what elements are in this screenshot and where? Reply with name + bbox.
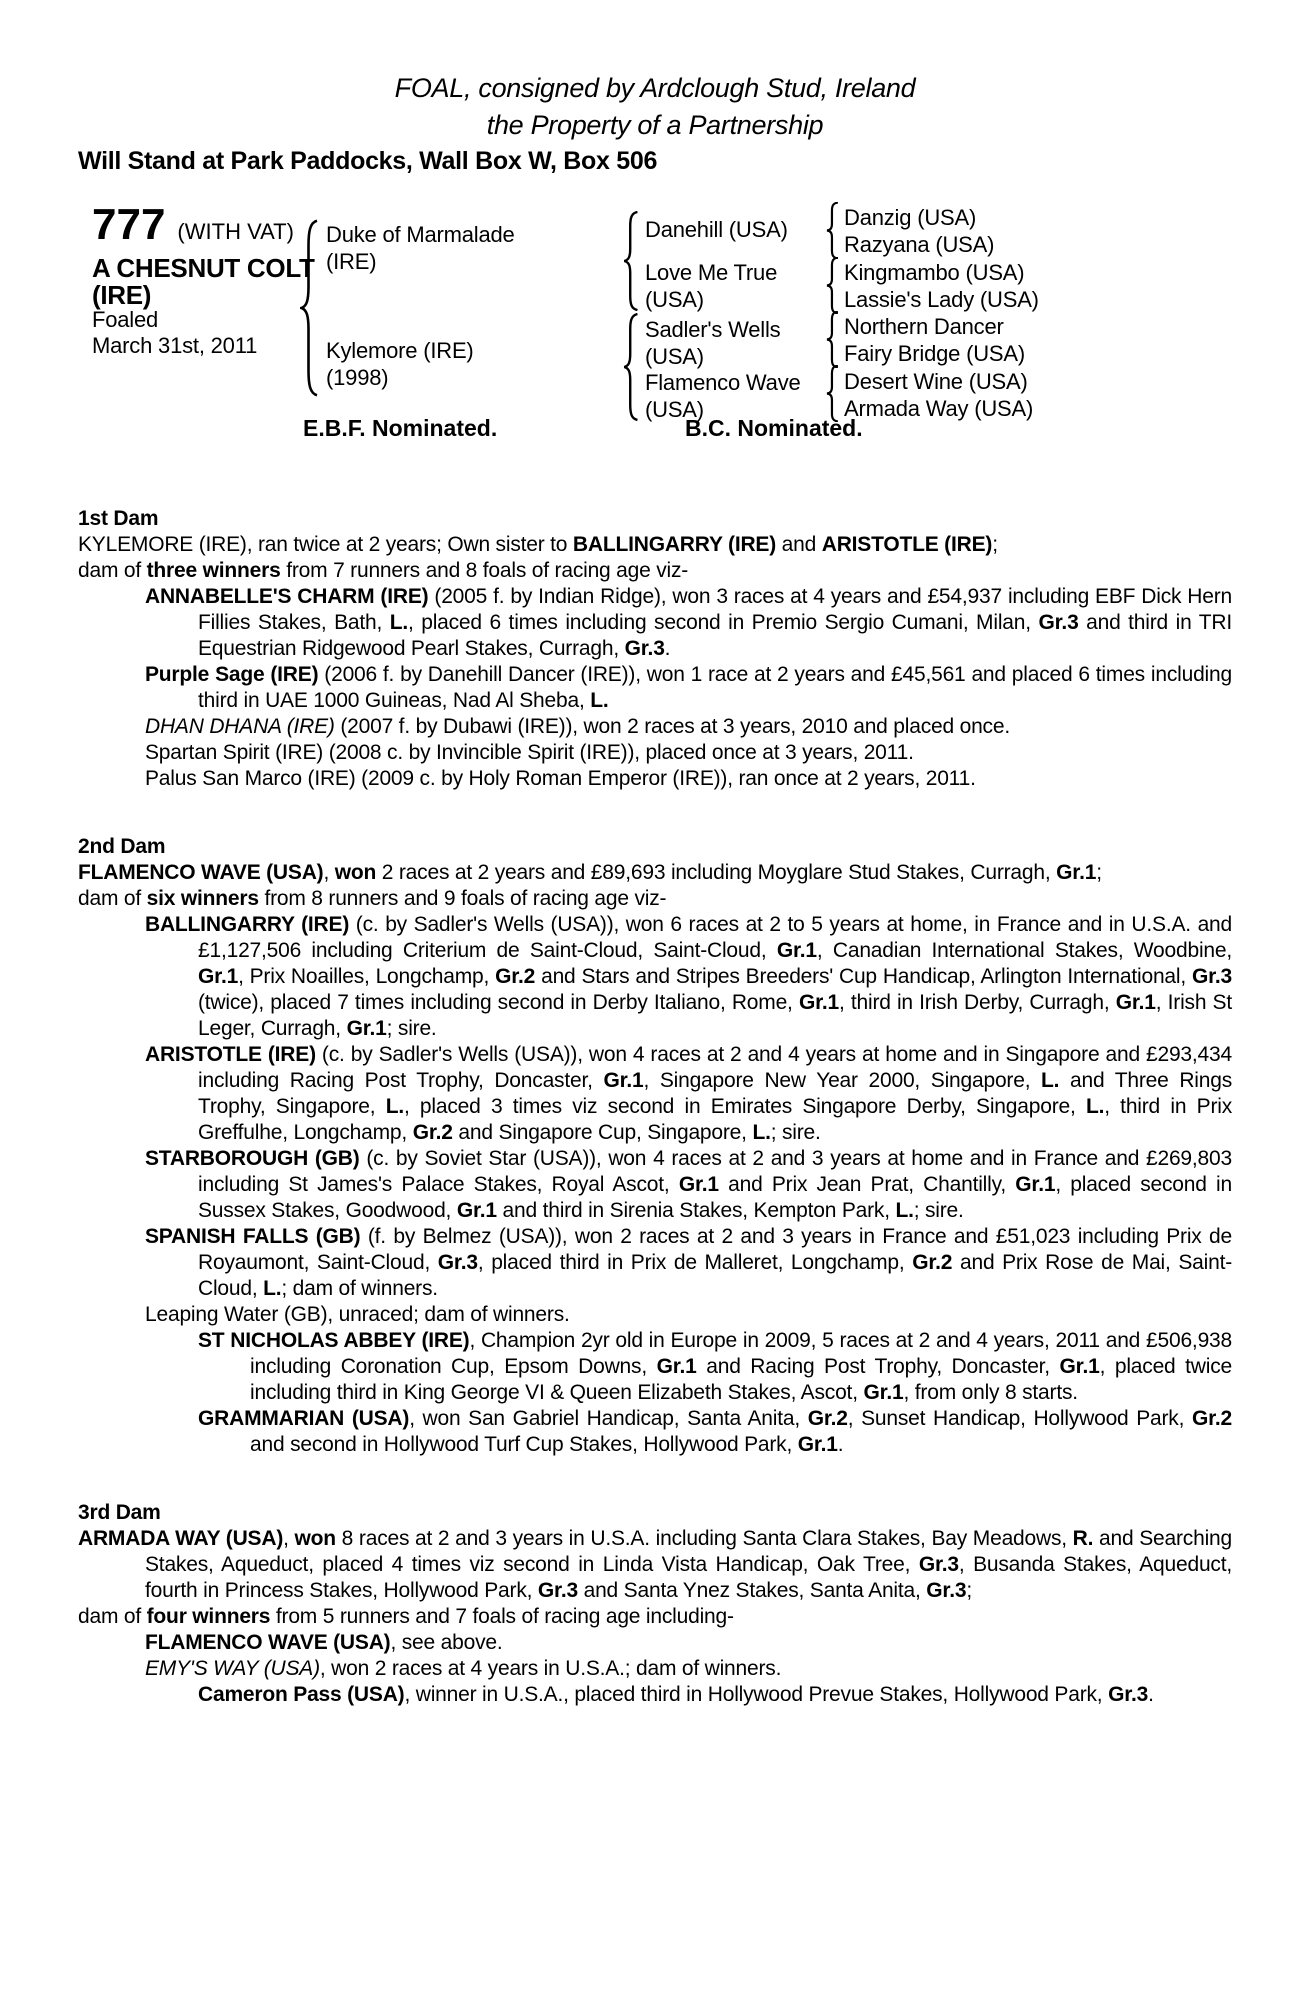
text-segment: . xyxy=(837,1433,844,1456)
pedigree-brace-gen3-top xyxy=(623,211,640,311)
text-segment: BALLINGARRY (IRE) xyxy=(572,533,777,556)
pedigree-paragraph xyxy=(78,886,1232,912)
pedigree-paragraph xyxy=(78,558,1232,584)
text-segment: ARISTOTLE (IRE) xyxy=(821,533,993,556)
text-segment: ; xyxy=(966,1579,972,1602)
text-segment: , placed 6 times including second in Premio Sergio Cumani, Milan, xyxy=(407,611,1039,634)
text-segment: Gr.1 xyxy=(1056,861,1097,884)
pedigree-paragraph xyxy=(78,1604,1232,1630)
text-segment: L. xyxy=(590,689,609,712)
text-segment: (2005 f. by Indian Ridge), won 3 races at 4 years and £54,937 including EBF Dick Hern Fillies Stakes, Bath, xyxy=(198,585,1232,634)
dam-year: (1998) xyxy=(326,365,389,390)
pedigree-paragraph xyxy=(78,662,1232,714)
text-segment: Gr.2 xyxy=(807,1407,848,1430)
text-segment: L. xyxy=(385,1095,404,1118)
text-segment: , Canadian International Stakes, Woodbine, xyxy=(816,939,1233,962)
foaled-label: Foaled xyxy=(92,307,159,332)
text-segment: Palus San Marco (IRE) (2009 c. by Holy Roman Emperor (IRE)), ran once at 2 years, 2011. xyxy=(145,767,976,790)
text-segment: Gr.1 xyxy=(678,1173,719,1196)
text-segment: Purple Sage (IRE) xyxy=(145,663,319,686)
text-segment: ; xyxy=(1096,861,1102,884)
pedigree-paragraph xyxy=(78,740,1232,766)
text-segment: L. xyxy=(1085,1095,1105,1118)
text-segment: Gr.3 xyxy=(918,1553,959,1576)
text-segment: and second in Hollywood Turf Cup Stakes, Hollywood Park, xyxy=(250,1433,798,1456)
text-segment: Leaping Water (GB), unraced; dam of winners. xyxy=(145,1303,570,1326)
text-segment: R. xyxy=(1072,1527,1094,1550)
section-heading: 1st Dam xyxy=(78,507,159,530)
vat-note: (WITH VAT) xyxy=(177,219,294,244)
lot-row xyxy=(92,200,294,249)
dam-block xyxy=(326,337,474,391)
text-segment: won xyxy=(334,861,377,884)
pedigree-brace-gen4-3 xyxy=(826,311,840,368)
text-segment: Gr.3 xyxy=(926,1579,967,1602)
gen4-name: Armada Way (USA) xyxy=(844,396,1034,422)
text-segment: from 8 runners and 9 foals of racing age viz- xyxy=(258,887,667,910)
pedigree-brace-gen4-2 xyxy=(826,257,840,314)
pedigree-paragraph xyxy=(78,532,1232,558)
text-segment: and third in TRI Equestrian Ridgewood Pearl Stakes, Curragh, xyxy=(198,611,1233,660)
text-segment: FLAMENCO WAVE (USA) xyxy=(145,1631,391,1654)
pedigree-paragraph xyxy=(78,714,1232,740)
text-segment: dam of xyxy=(78,559,147,582)
pedigree-paragraph xyxy=(78,1328,1232,1406)
text-segment: ; dam of winners. xyxy=(281,1277,438,1300)
text-segment: L. xyxy=(263,1277,282,1300)
text-segment: dam of xyxy=(78,1605,147,1628)
text-segment: Gr.1 xyxy=(798,991,839,1014)
pedigree-paragraph xyxy=(78,1146,1232,1224)
dam-section xyxy=(78,1500,1232,1708)
text-segment: (2007 f. by Dubawi (IRE)), won 2 races at 3 years, 2010 and placed once. xyxy=(334,715,1010,738)
text-segment: Gr.3 xyxy=(624,637,665,660)
gen4-name: Danzig (USA) xyxy=(844,205,977,230)
text-segment: Gr.1 xyxy=(863,1381,904,1404)
text-segment: ; sire. xyxy=(913,1199,964,1222)
text-segment: KYLEMORE (IRE), ran twice at 2 years; Own sister to xyxy=(78,533,573,556)
pedigree-brace-gen4-4 xyxy=(826,365,840,422)
text-segment: from 5 runners and 7 foals of racing age including- xyxy=(270,1605,734,1628)
sire-name: Duke of Marmalade xyxy=(326,222,515,247)
text-segment: three winners xyxy=(146,559,281,582)
pedigree-paragraph xyxy=(78,1526,1232,1604)
dam-dam: Flamenco Wave (USA) xyxy=(645,370,801,422)
pedigree-brace-gen2 xyxy=(300,219,320,397)
text-segment: six winners xyxy=(146,887,259,910)
ebf-nominated: E.B.F. Nominated. xyxy=(303,415,498,441)
text-segment: , Singapore New Year 2000, Singapore, xyxy=(643,1069,1042,1092)
text-segment: , xyxy=(323,861,335,884)
text-segment: and Prix Rose de Mai, Saint-Cloud, xyxy=(198,1251,1233,1300)
text-segment: SPANISH FALLS (GB) xyxy=(145,1225,361,1248)
text-segment: ; xyxy=(992,533,998,556)
text-segment: DHAN DHANA (IRE) xyxy=(145,715,335,738)
lot-number: 777 xyxy=(92,200,166,249)
text-segment: Spartan Spirit (IRE) (2008 c. by Invincible Spirit (IRE)), placed once at 3 years, 2011. xyxy=(145,741,914,764)
gen4-column xyxy=(844,204,1039,422)
text-segment: Gr.1 xyxy=(1115,991,1156,1014)
page-header xyxy=(78,70,1232,144)
text-segment: (twice), placed 7 times including second in Derby Italiano, Rome, xyxy=(198,991,799,1014)
section-heading: 3rd Dam xyxy=(78,1501,161,1524)
text-segment: and third in Sirenia Stakes, Kempton Park, xyxy=(496,1199,896,1222)
text-segment: Gr.2 xyxy=(1191,1407,1233,1430)
text-segment: Gr.3 xyxy=(437,1251,478,1274)
horse-name-line2: (IRE) xyxy=(92,280,152,310)
text-segment: Gr.1 xyxy=(456,1199,497,1222)
text-segment: (c. by Soviet Star (USA)), won 4 races at 2 and 3 years at home and in France and £269,803 including St James's Palace Stakes, Royal Ascot, xyxy=(198,1147,1232,1196)
text-segment: dam of xyxy=(78,887,147,910)
text-segment: Gr.1 xyxy=(346,1017,387,1040)
gen4-name: Desert Wine (USA) xyxy=(844,368,1028,394)
text-segment: GRAMMARIAN (USA) xyxy=(198,1407,410,1430)
text-segment: , placed third in Prix de Malleret, Longchamp, xyxy=(477,1251,913,1274)
text-segment: Gr.1 xyxy=(1015,1173,1056,1196)
text-segment: Gr.1 xyxy=(198,965,239,988)
text-segment: ; sire. xyxy=(770,1121,821,1144)
text-segment: Gr.2 xyxy=(412,1121,453,1144)
gen4-name: Lassie's Lady (USA) xyxy=(844,286,1039,312)
text-segment: ARISTOTLE (IRE) xyxy=(145,1043,316,1066)
text-segment: Gr.1 xyxy=(603,1069,644,1092)
pedigree-paragraph xyxy=(78,1630,1232,1656)
text-segment: . xyxy=(664,637,671,660)
pedigree-paragraph xyxy=(78,912,1232,1042)
text-segment: from 7 runners and 8 foals of racing age viz- xyxy=(280,559,689,582)
text-segment: ST NICHOLAS ABBEY (IRE) xyxy=(198,1329,470,1352)
dam-sire: Sadler's Wells (USA) xyxy=(645,317,781,369)
text-segment: 2 races at 2 years and £89,693 including Moyglare Stud Stakes, Curragh, xyxy=(376,861,1057,884)
pedigree-paragraph xyxy=(78,1224,1232,1302)
sire-suffix: (IRE) xyxy=(326,249,377,274)
text-segment: Gr.1 xyxy=(797,1433,838,1456)
section-heading: 2nd Dam xyxy=(78,835,166,858)
text-segment: (f. by Belmez (USA)), won 2 races at 2 and 3 years in France and £51,023 including Prix de Royaumont, Saint-Cloud, xyxy=(198,1225,1232,1274)
text-segment: , Champion 2yr old in Europe in 2009, 5 races at 2 and 4 years, 2011 and £506,938 including Coronation Cup, Epsom Downs, xyxy=(250,1329,1233,1378)
foaled-date: March 31st, 2011 xyxy=(92,333,258,358)
text-segment: , Irish St Leger, Curragh, xyxy=(198,991,1232,1040)
pedigree-paragraph xyxy=(78,1682,1232,1708)
dam-section xyxy=(78,834,1232,1458)
gen4-name: Northern Dancer xyxy=(844,314,1004,340)
text-segment: , Sunset Handicap, Hollywood Park, xyxy=(847,1407,1192,1430)
sections xyxy=(78,506,1232,1708)
text-segment: , won 2 races at 4 years in U.S.A.; dam of winners. xyxy=(319,1657,782,1680)
text-segment: four winners xyxy=(146,1605,271,1628)
bc-nominated: B.C. Nominated. xyxy=(685,415,863,441)
text-segment: , third in Irish Derby, Curragh, xyxy=(839,991,1116,1014)
text-segment: , see above. xyxy=(390,1631,503,1654)
text-segment: (c. by Sadler's Wells (USA)), won 4 races at 2 and 4 years at home and in Singapore and £293,434 including Racing Post Trophy, Doncaster, xyxy=(198,1043,1232,1092)
text-segment: L. xyxy=(895,1199,914,1222)
sire-sire: Danehill (USA) xyxy=(645,217,788,242)
text-segment: Gr.1 xyxy=(656,1355,697,1378)
property-line: the Property of a Partnership xyxy=(486,110,824,140)
text-segment: and xyxy=(776,533,822,556)
text-segment: (c. by Sadler's Wells (USA)), won 6 races at 2 to 5 years at home, in France and in U.S.A. and £1,127,506 including Criterium de Saint-Cloud, Saint-Cloud, xyxy=(198,913,1233,962)
pedigree-paragraph xyxy=(78,1656,1232,1682)
text-segment: Gr.1 xyxy=(1059,1355,1100,1378)
text-segment: and Stars and Stripes Breeders' Cup Handicap, Arlington International, xyxy=(535,965,1192,988)
text-segment: and Santa Ynez Stakes, Santa Anita, xyxy=(577,1579,927,1602)
pedigree-brace-gen3-bottom xyxy=(623,313,640,421)
text-segment: and Racing Post Trophy, Doncaster, xyxy=(696,1355,1060,1378)
text-segment: Gr.2 xyxy=(912,1251,953,1274)
text-segment: ; sire. xyxy=(386,1017,437,1040)
text-segment: L. xyxy=(1041,1069,1060,1092)
text-segment: , placed 3 times viz second in Emirates Singapore Derby, Singapore, xyxy=(403,1095,1086,1118)
sire-dam: Love Me True (USA) xyxy=(645,260,778,312)
text-segment: , xyxy=(283,1527,295,1550)
stand-location-line: Will Stand at Park Paddocks, Wall Box W, Box 506 xyxy=(78,147,658,175)
text-segment: won xyxy=(294,1527,336,1550)
text-segment: , Prix Noailles, Longchamp, xyxy=(238,965,496,988)
text-segment: Gr.3 xyxy=(537,1579,578,1602)
text-segment: ANNABELLE'S CHARM (IRE) xyxy=(145,585,429,608)
text-segment: BALLINGARRY (IRE) xyxy=(145,913,350,936)
text-segment: Gr.1 xyxy=(776,939,817,962)
pedigree-paragraph xyxy=(78,1406,1232,1458)
text-segment: Gr.3 xyxy=(1191,965,1232,988)
text-segment: Cameron Pass (USA) xyxy=(198,1683,405,1706)
consignor-line: FOAL, consigned by Ardclough Stud, Ireland xyxy=(394,73,916,103)
text-segment: and Prix Jean Prat, Chantilly, xyxy=(718,1173,1016,1196)
text-segment: and Searching Stakes, Aqueduct, placed 4 times viz second in Linda Vista Handicap, Oak Tree, xyxy=(145,1527,1232,1576)
text-segment: , from only 8 starts. xyxy=(903,1381,1078,1404)
text-segment: ARMADA WAY (USA) xyxy=(78,1527,284,1550)
text-segment: , Busanda Stakes, Aqueduct, fourth in Princess Stakes, Hollywood Park, xyxy=(145,1553,1233,1602)
dam-section xyxy=(78,506,1232,792)
gen4-name: Kingmambo (USA) xyxy=(844,259,1025,285)
pedigree-paragraph xyxy=(78,1302,1232,1328)
pedigree-paragraph xyxy=(78,860,1232,886)
text-segment: Gr.3 xyxy=(1038,611,1079,634)
sire-block xyxy=(326,221,515,275)
text-segment: L. xyxy=(389,611,408,634)
text-segment: . xyxy=(1148,1683,1154,1706)
text-segment: , placed twice including third in King George VI & Queen Elizabeth Stakes, Ascot, xyxy=(250,1355,1232,1404)
pedigree-paragraph xyxy=(78,1042,1232,1146)
dam-name: Kylemore (IRE) xyxy=(326,338,474,363)
text-segment: Gr.3 xyxy=(1108,1683,1149,1706)
text-segment: , winner in U.S.A., placed third in Hollywood Prevue Stakes, Hollywood Park, xyxy=(404,1683,1109,1706)
text-segment: FLAMENCO WAVE (USA) xyxy=(78,861,324,884)
pedigree-brace-gen4-1 xyxy=(826,202,840,259)
text-segment: Gr.2 xyxy=(495,965,536,988)
text-segment: 8 races at 2 and 3 years in U.S.A. including Santa Clara Stakes, Bay Meadows, xyxy=(335,1527,1073,1550)
pedigree-table xyxy=(78,199,1232,451)
text-segment: STARBOROUGH (GB) xyxy=(145,1147,360,1170)
text-segment: EMY'S WAY (USA) xyxy=(145,1657,320,1680)
text-segment: (2006 f. by Danehill Dancer (IRE)), won 1 race at 2 years and £45,561 and placed 6 times including third in UAE 1000 Guineas, Nad Al Sheba, xyxy=(198,663,1232,712)
horse-name-line1: A CHESNUT COLT xyxy=(92,253,315,283)
text-segment: , third in Prix Greffulhe, Longchamp, xyxy=(198,1095,1233,1144)
pedigree-paragraph xyxy=(78,766,1232,792)
pedigree-paragraph xyxy=(78,584,1232,662)
text-segment: , won San Gabriel Handicap, Santa Anita, xyxy=(409,1407,808,1430)
gen4-name: Razyana (USA) xyxy=(844,232,995,258)
text-segment: and Three Rings Trophy, Singapore, xyxy=(198,1069,1233,1118)
gen4-name: Fairy Bridge (USA) xyxy=(844,341,1025,367)
text-segment: and Singapore Cup, Singapore, xyxy=(452,1121,753,1144)
text-segment: , placed second in Sussex Stakes, Goodwood, xyxy=(198,1173,1232,1222)
text-segment: L. xyxy=(752,1121,771,1144)
